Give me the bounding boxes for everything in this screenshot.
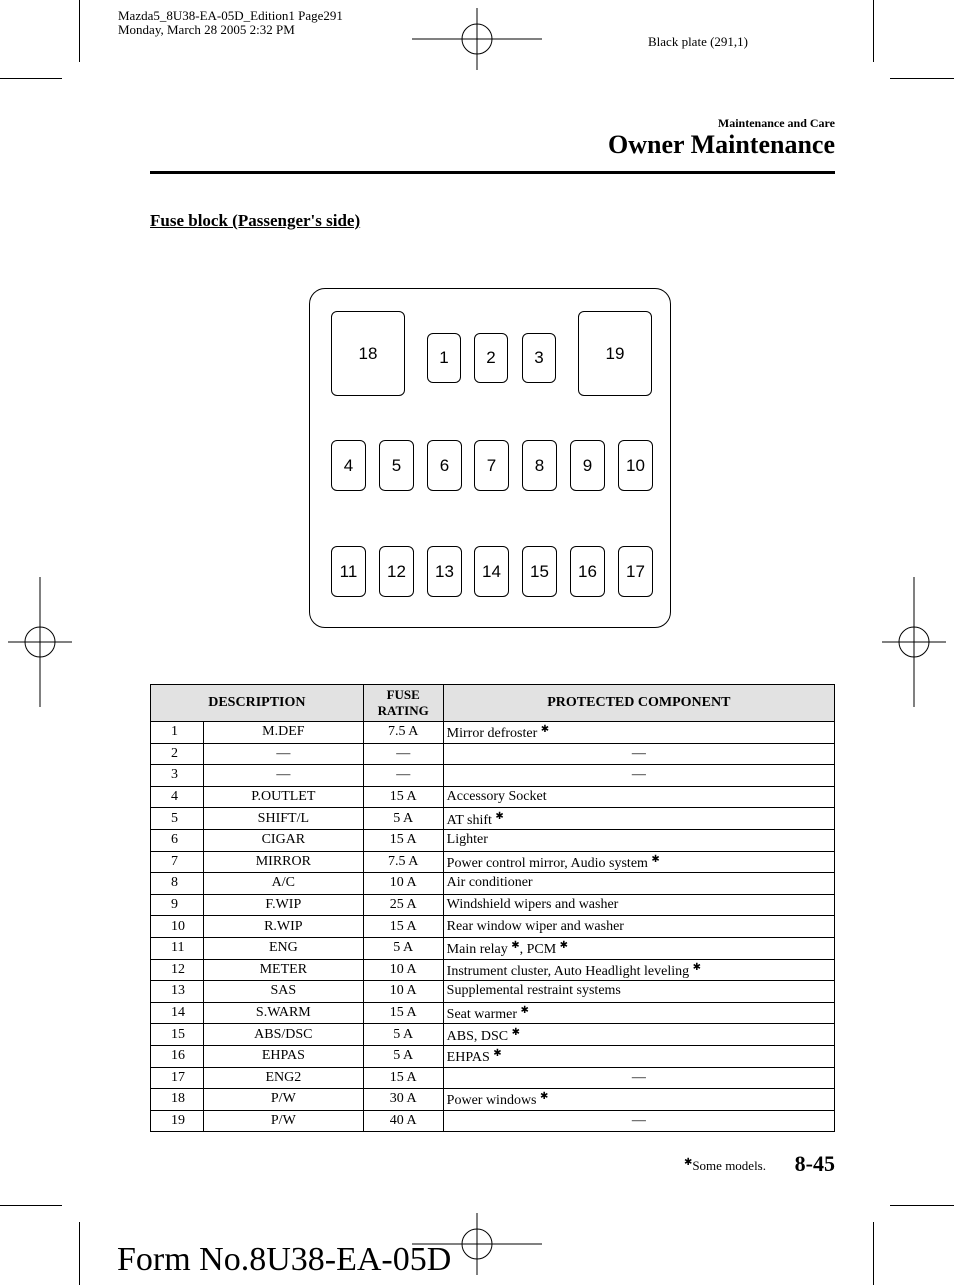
fuse-8: 8 [522,440,557,491]
fuse-number-cell: 4 [151,786,204,808]
table-row [151,1089,835,1111]
fuse-number-cell: 3 [151,765,204,787]
fuse-rating-cell: — [363,765,443,787]
component-text: Air conditioner [446,875,533,891]
fuse-description-cell: CIGAR [203,829,363,851]
section-label: Maintenance and Care [717,116,835,130]
some-models-star: ✱ [540,1091,549,1103]
crop-mark [79,1222,80,1285]
some-models-star: ✱ [692,961,702,973]
table-row [151,722,835,744]
component-text-2: , PCM [519,942,557,958]
fuse-header-line1: FUSE [386,687,420,702]
form-number: Form No.8U38-EA-05D [117,1241,452,1278]
column-header-fuse-rating [363,685,443,722]
crop-mark [873,1222,874,1285]
fuse-rating-cell: 5 A [363,1024,443,1046]
some-models-star: ✱ [511,1026,521,1038]
fuse-description-cell: SAS [203,981,363,1003]
fuse-14: 14 [474,546,509,597]
fuse-description-cell: ENG [203,937,363,959]
crop-mark [0,1205,62,1206]
fuse-3: 3 [522,333,556,383]
column-header-description: DESCRIPTION [151,685,364,722]
component-text: ABS, DSC [446,1028,509,1044]
fuse-2: 2 [474,333,508,383]
fuse-number-cell: 12 [151,959,204,981]
fuse-rating-cell: 25 A [363,894,443,916]
fuse-number-cell: 9 [151,894,204,916]
fuse-rating-cell: 5 A [363,808,443,830]
protected-component-cell [443,829,834,851]
fuse-6: 6 [427,440,462,491]
fuse-number-cell: 11 [151,937,204,959]
fuse-number-cell: 10 [151,916,204,938]
component-text: Rear window wiper and washer [446,918,624,934]
registration-mark-top [412,8,542,70]
some-models-star: ✱ [651,853,660,865]
table-row [151,786,835,808]
fuse-number-cell: 15 [151,1024,204,1046]
some-models-star: ✱ [493,1048,502,1060]
protected-component-cell [443,851,834,873]
table-row [151,808,835,830]
print-meta-line2: Monday, March 28 2005 2:32 PM [118,22,295,37]
fuse-7: 7 [474,440,509,491]
table-row [151,894,835,916]
table-row [151,916,835,938]
protected-component-cell [443,1110,834,1132]
component-text: Seat warmer [446,1007,518,1023]
component-text: — [631,767,646,783]
fuse-rating-cell: 15 A [363,916,443,938]
fuse-description-cell: M.DEF [203,722,363,744]
fuse-description-cell: — [203,743,363,765]
fuse-description-cell: R.WIP [203,916,363,938]
table-header-row [151,685,835,722]
fuse-number-cell: 17 [151,1067,204,1089]
fuse-10: 10 [618,440,653,491]
fuse-rating-cell: 10 A [363,959,443,981]
component-text: — [631,745,646,761]
table-row [151,1024,835,1046]
component-text: — [631,1069,646,1085]
some-models-star: ✱ [520,1005,529,1017]
crop-mark [873,0,874,62]
fuse-description-cell: ENG2 [203,1067,363,1089]
fuse-number-cell: 7 [151,851,204,873]
fuse-18: 18 [331,311,405,396]
fuse-description-cell: ABS/DSC [203,1024,363,1046]
fuse-16: 16 [570,546,605,597]
table-row [151,1045,835,1067]
fuse-description-cell: S.WARM [203,1002,363,1024]
component-text: Power control mirror, Audio system [446,855,648,871]
some-models-star: ✱ [540,724,550,736]
fuse-rating-cell: 7.5 A [363,722,443,744]
fuse-description-cell: — [203,765,363,787]
protected-component-cell [443,1002,834,1024]
fuse-number-cell: 5 [151,808,204,830]
fuse-rating-cell: 15 A [363,786,443,808]
protected-component-cell [443,765,834,787]
fuse-5: 5 [379,440,414,491]
fuse-15: 15 [522,546,557,597]
fuse-19: 19 [578,311,652,396]
protected-component-cell [443,808,834,830]
table-row [151,873,835,895]
fuse-rating-cell: 7.5 A [363,851,443,873]
component-text: — [631,1112,646,1128]
fuse-number-cell: 16 [151,1045,204,1067]
component-text: Main relay [446,942,508,958]
section-heading: Fuse block (Passenger's side) [150,211,361,230]
fuse-description-cell: METER [203,959,363,981]
table-row [151,1002,835,1024]
page-title: Owner Maintenance [608,130,835,159]
fuse-number-cell: 14 [151,1002,204,1024]
fuse-rating-cell: 15 A [363,1067,443,1089]
protected-component-cell [443,959,834,981]
some-models-star: ✱ [511,940,520,952]
component-text: EHPAS [446,1050,490,1066]
fuse-9: 9 [570,440,605,491]
component-text: Supplemental restraint systems [446,983,621,999]
some-models-star: ✱ [559,940,569,952]
fuse-rating-cell: 40 A [363,1110,443,1132]
table-row [151,743,835,765]
fuse-description-cell: EHPAS [203,1045,363,1067]
protected-component-cell [443,1067,834,1089]
footnote-star: ✱ [683,1157,693,1168]
fuse-1: 1 [427,333,461,383]
header-rule [150,171,835,174]
crop-mark [0,78,62,79]
protected-component-cell [443,894,834,916]
fuse-description-cell: A/C [203,873,363,895]
fuse-number-cell: 19 [151,1110,204,1132]
fuse-rating-cell: 10 A [363,873,443,895]
fuse-rating-cell: 10 A [363,981,443,1003]
fuse-table [150,684,835,1132]
table-row [151,1067,835,1089]
protected-component-cell [443,786,834,808]
component-text: Mirror defroster [446,726,538,742]
fuse-header-line2: RATING [377,703,429,718]
table-row [151,829,835,851]
crop-mark [79,0,80,62]
component-text: AT shift [446,812,492,828]
component-text: Accessory Socket [446,789,547,805]
some-models-star: ✱ [495,810,504,822]
fuse-13: 13 [427,546,462,597]
fuse-number-cell: 13 [151,981,204,1003]
table-row [151,981,835,1003]
protected-component-cell [443,1045,834,1067]
fuse-rating-cell: 15 A [363,829,443,851]
fuse-description-cell: P/W [203,1110,363,1132]
registration-mark-left [8,577,72,707]
fuse-number-cell: 6 [151,829,204,851]
footnote-text: Some models. [692,1158,766,1173]
component-text: Windshield wipers and washer [446,897,619,913]
protected-component-cell [443,981,834,1003]
table-row [151,959,835,981]
fuse-11: 11 [331,546,366,597]
table-row [151,765,835,787]
table-row [151,851,835,873]
black-plate-label: Black plate (291,1) [648,34,748,49]
fuse-rating-cell: 5 A [363,1045,443,1067]
protected-component-cell [443,1089,834,1111]
component-text: Instrument cluster, Auto Headlight leveling [446,963,690,979]
print-meta-line1: Mazda5_8U38-EA-05D_Edition1 Page291 [118,8,343,23]
protected-component-cell [443,937,834,959]
fuse-number-cell: 18 [151,1089,204,1111]
fuse-number-cell: 8 [151,873,204,895]
component-text: Lighter [446,832,488,848]
protected-component-cell [443,743,834,765]
fuse-number-cell: 2 [151,743,204,765]
fuse-17: 17 [618,546,653,597]
protected-component-cell [443,916,834,938]
crop-mark [890,1205,954,1206]
crop-mark [890,78,954,79]
fuse-number-cell: 1 [151,722,204,744]
fuse-table-body [151,722,835,1132]
protected-component-cell [443,722,834,744]
fuse-rating-cell: — [363,743,443,765]
column-header-protected-component: PROTECTED COMPONENT [443,685,834,722]
page-number: 8-45 [794,1151,835,1176]
table-row [151,937,835,959]
protected-component-cell [443,873,834,895]
protected-component-cell [443,1024,834,1046]
fuse-description-cell: P/W [203,1089,363,1111]
fuse-rating-cell: 5 A [363,937,443,959]
fuse-description-cell: MIRROR [203,851,363,873]
fuse-description-cell: P.OUTLET [203,786,363,808]
fuse-rating-cell: 30 A [363,1089,443,1111]
footnote [684,1157,766,1174]
fuse-12: 12 [379,546,414,597]
component-text: Power windows [446,1093,537,1109]
fuse-description-cell: SHIFT/L [203,808,363,830]
fuse-description-cell: F.WIP [203,894,363,916]
registration-mark-right [882,577,946,707]
fuse-4: 4 [331,440,366,491]
table-row [151,1110,835,1132]
fuse-rating-cell: 15 A [363,1002,443,1024]
